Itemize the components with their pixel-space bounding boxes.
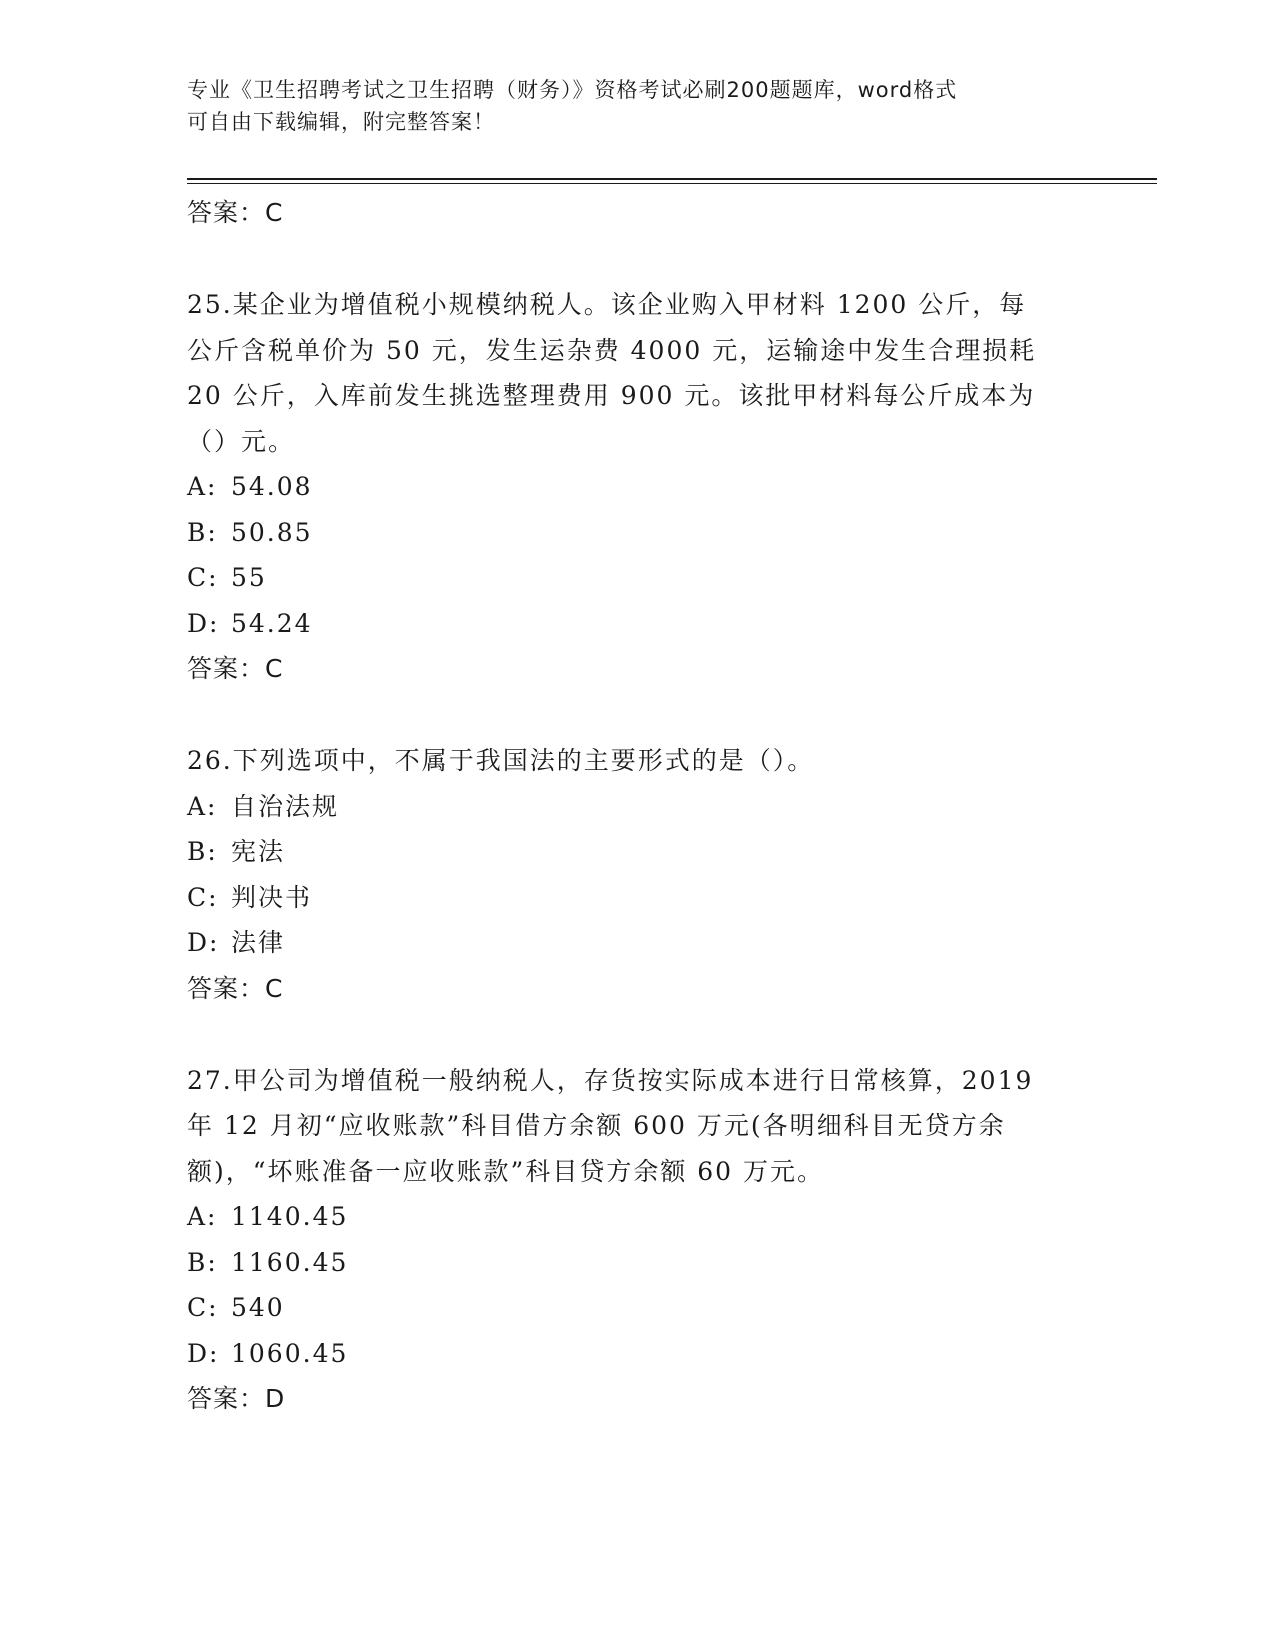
option-b (187, 1240, 1087, 1286)
option-b (187, 510, 1087, 556)
spacer (187, 235, 1087, 282)
option-letter: D: (187, 608, 220, 638)
option-text: 自治法规 (231, 791, 340, 821)
header-line-2: 可自由下载编辑，附完整答案！ (187, 110, 495, 134)
document-header (187, 74, 1067, 138)
option-letter: A: (187, 1202, 218, 1231)
question-text-line: 25.某企业为增值税小规模纳税人。该企业购入甲材料 1200 公斤，每 (187, 290, 1027, 319)
option-text: 540 (231, 1293, 285, 1322)
option-letter: C: (187, 882, 219, 912)
spacer (187, 1011, 1087, 1058)
option-letter: A: (187, 791, 218, 821)
option-d (187, 1331, 1087, 1377)
answer-line: 答案：C (187, 198, 284, 227)
question-text-line: 27.甲公司为增值税一般纳税人，存货按实际成本进行日常核算，2019 (187, 1065, 1034, 1095)
option-letter: D: (187, 928, 220, 957)
option-a (187, 784, 1087, 830)
question-text-line: （）元。 (187, 426, 296, 456)
spacer (187, 691, 1087, 738)
option-text: 54.08 (231, 472, 313, 501)
option-text: 55 (231, 563, 267, 592)
option-c (187, 875, 1087, 921)
option-letter: D: (187, 1338, 220, 1368)
option-letter: B: (187, 837, 218, 866)
option-text: 1140.45 (231, 1202, 349, 1231)
option-c (187, 1285, 1087, 1331)
question-text-line: 年 12 月初“应收账款”科目借方余额 600 万元(各明细科目无贷方余 (187, 1111, 1006, 1140)
answer-line: 答案：D (187, 1384, 286, 1413)
question-text-line: 20 公斤，入库前发生挑选整理费用 900 元。该批甲材料每公斤成本为 (187, 381, 1036, 410)
option-letter: B: (187, 1247, 218, 1277)
question-list (187, 190, 1087, 1421)
question-item (187, 282, 1087, 691)
option-a (187, 464, 1087, 510)
option-d (187, 601, 1087, 647)
question-item (187, 1058, 1087, 1422)
option-c (187, 555, 1087, 601)
answer-line: 答案：C (187, 973, 284, 1003)
question-text-line: 公斤含税单价为 50 元，发生运杂费 4000 元，运输途中发生合理损耗 (187, 335, 1037, 365)
answer-line: 答案：C (187, 654, 284, 683)
option-a (187, 1194, 1087, 1240)
option-b (187, 829, 1087, 875)
option-letter: A: (187, 472, 218, 501)
question-item (187, 738, 1087, 1011)
option-text: 1060.45 (231, 1338, 349, 1368)
option-text: 54.24 (231, 608, 313, 638)
option-letter: C: (187, 1293, 219, 1322)
header-rule-thin (187, 183, 1157, 184)
option-d (187, 920, 1087, 966)
option-letter: B: (187, 517, 218, 547)
question-text-line: 26.下列选项中，不属于我国法的主要形式的是（）。 (187, 746, 815, 775)
header-line-1: 专业《卫生招聘考试之卫生招聘（财务）》资格考试必刷200题题库，word格式 (187, 78, 958, 102)
header-rule-thick (187, 178, 1157, 180)
option-text: 50.85 (231, 517, 313, 547)
option-text: 法律 (231, 928, 286, 957)
question-text-line: 额)，“坏账准备一应收账款”科目贷方余额 60 万元。 (187, 1156, 825, 1186)
option-letter: C: (187, 563, 219, 592)
option-text: 宪法 (231, 837, 286, 866)
option-text: 1160.45 (231, 1247, 349, 1277)
option-text: 判决书 (231, 882, 313, 912)
